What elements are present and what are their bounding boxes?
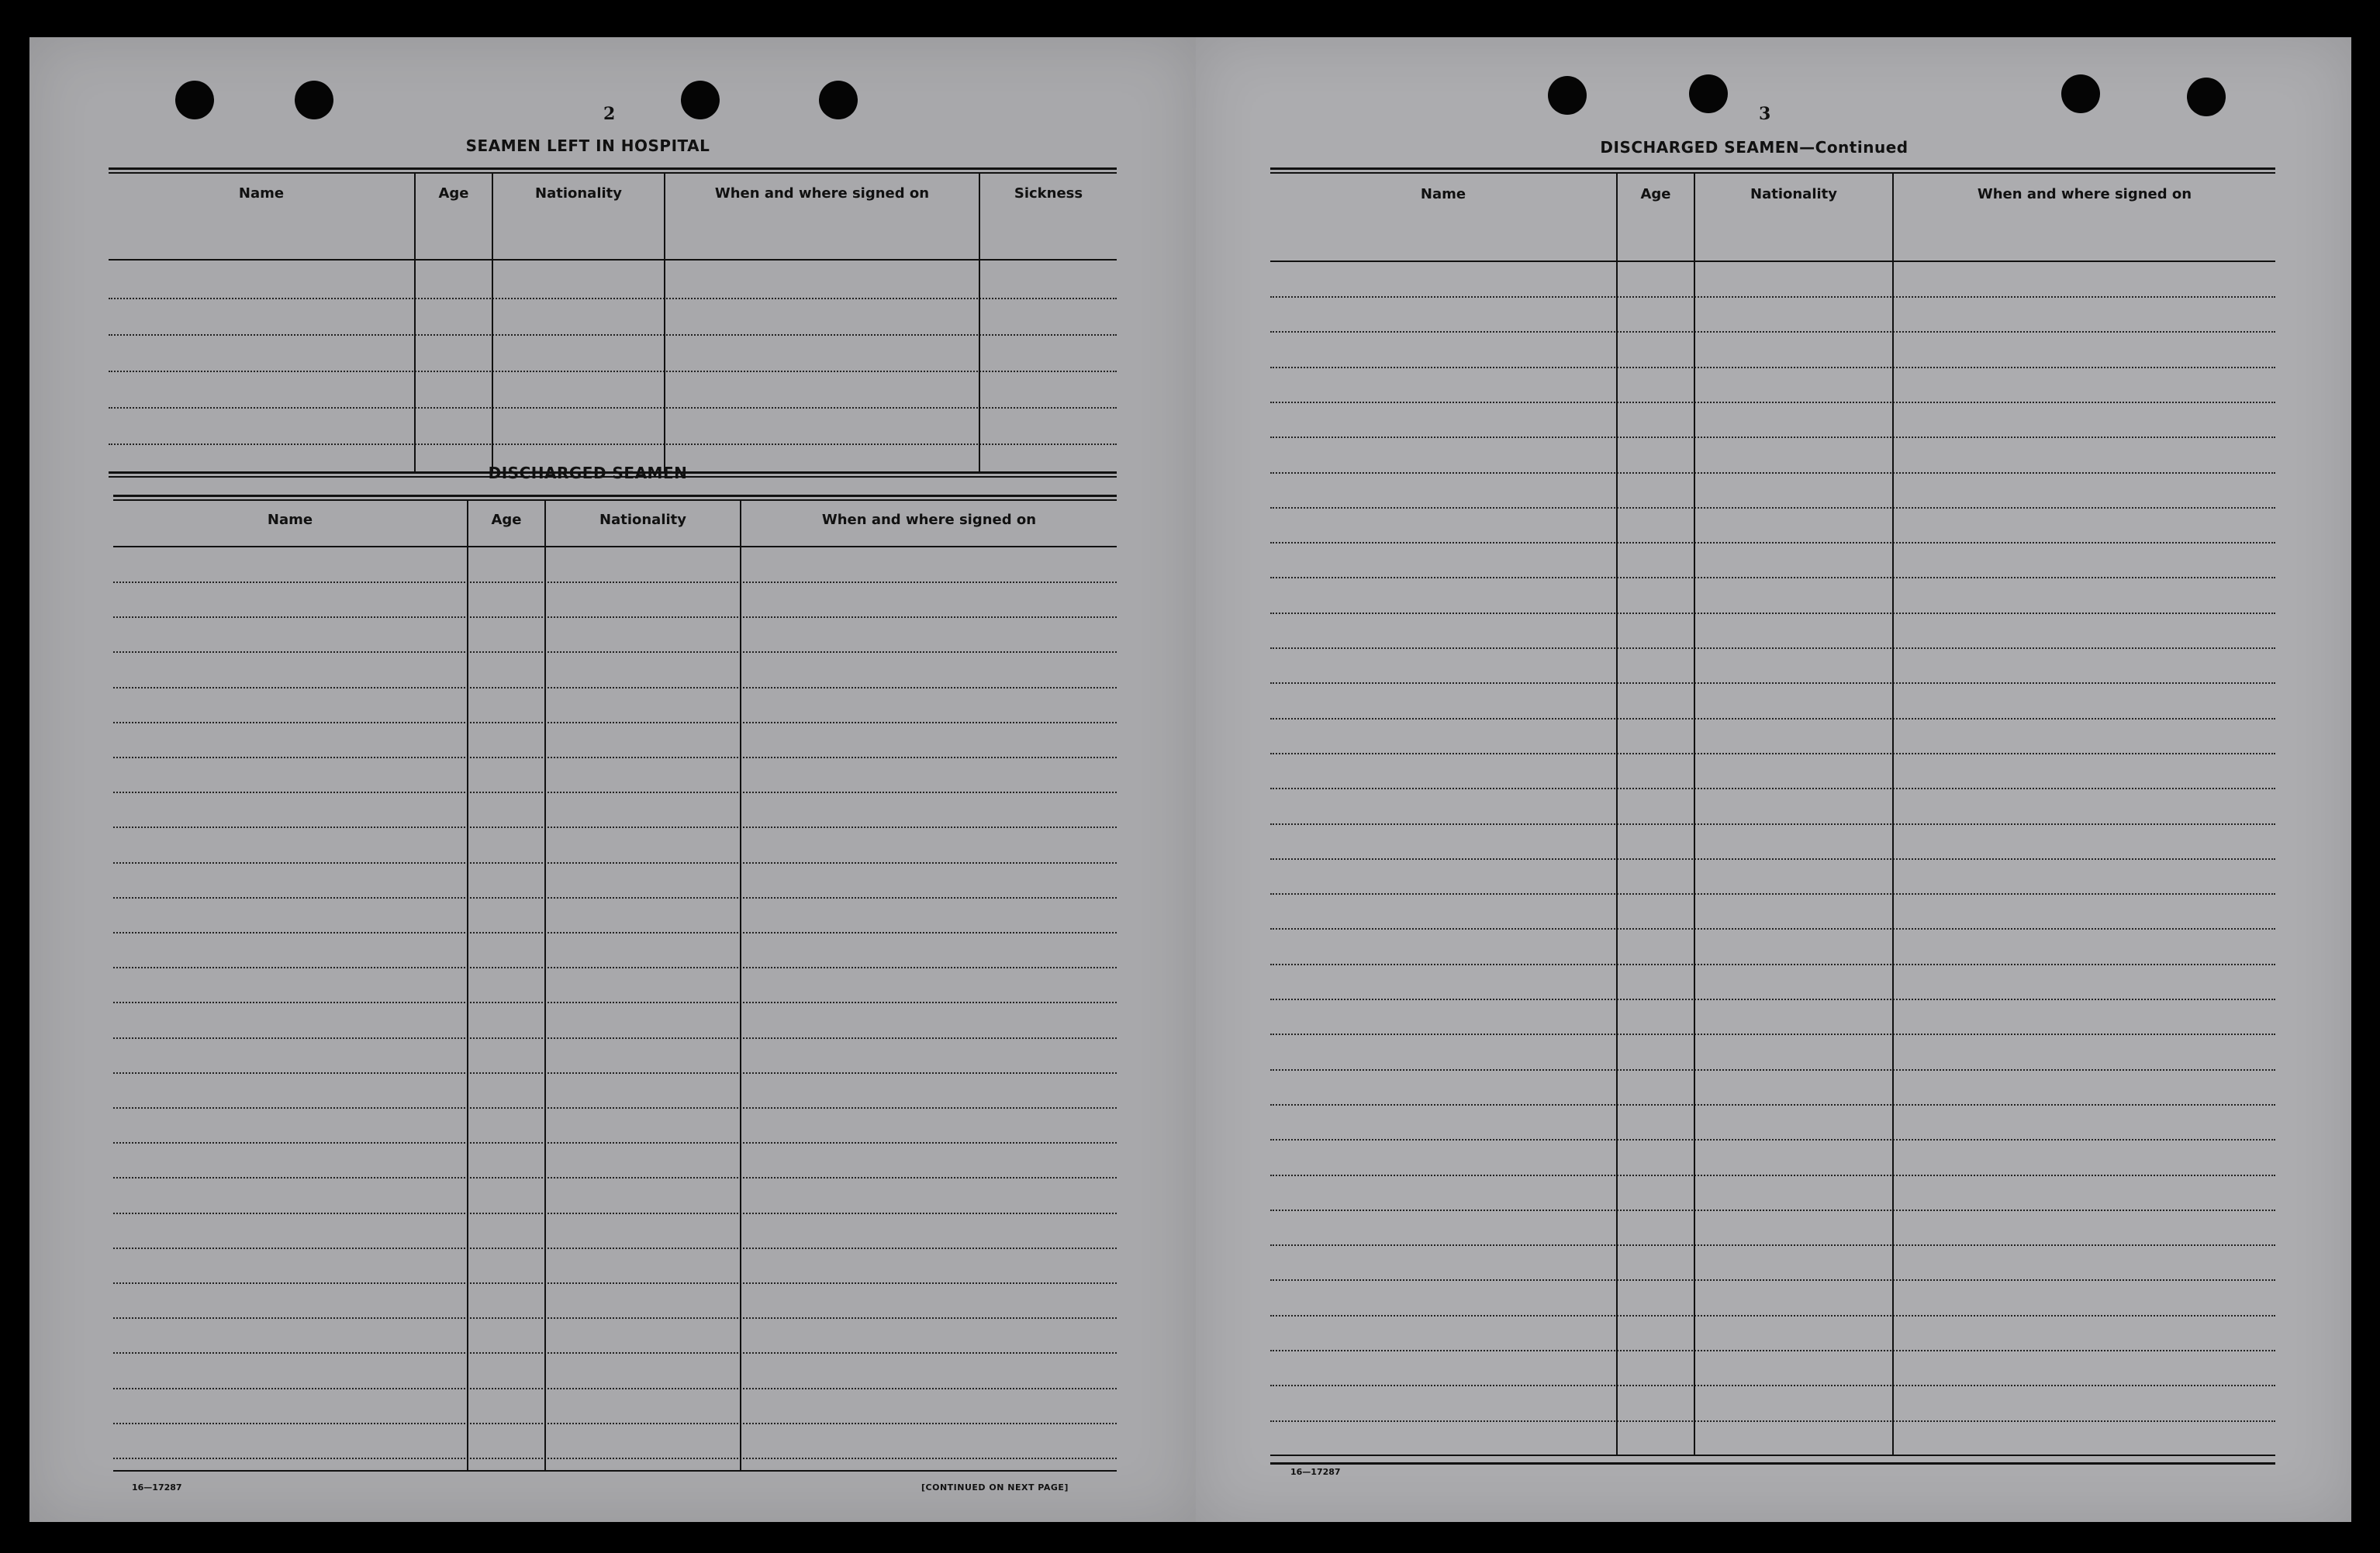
form-row-line <box>1270 928 2275 930</box>
column-header-age: Age <box>1640 186 1671 202</box>
form-row-line <box>113 1248 1117 1249</box>
form-row-line <box>1270 507 2275 509</box>
form-row-line <box>113 932 1117 934</box>
form-row-line <box>113 792 1117 793</box>
form-row-line <box>113 1352 1117 1354</box>
binder-hole <box>2187 78 2226 116</box>
form-row-line <box>1270 893 2275 895</box>
form-row-line <box>113 1388 1117 1389</box>
discharged-table <box>113 495 1117 1476</box>
form-row-line <box>1270 753 2275 754</box>
column-header-nationality: Nationality <box>535 185 622 202</box>
column-header-signed-on: When and where signed on <box>1977 186 2192 202</box>
column-header-signed-on: When and where signed on <box>821 512 1037 528</box>
form-row-line <box>113 827 1117 828</box>
form-row-line <box>113 967 1117 968</box>
form-row-line <box>1270 1350 2275 1351</box>
binder-hole <box>1689 74 1728 113</box>
form-row-line <box>113 582 1117 583</box>
form-row-line <box>113 1002 1117 1003</box>
form-row-line <box>1270 367 2275 368</box>
column-header-nationality: Nationality <box>599 512 686 528</box>
form-row-line <box>113 1072 1117 1074</box>
form-row-line <box>113 1317 1117 1319</box>
form-row-line <box>113 1213 1117 1214</box>
form-row-line <box>1270 718 2275 720</box>
form-row-line <box>1270 1069 2275 1071</box>
form-row-line <box>1270 437 2275 438</box>
form-row-line <box>1270 1034 2275 1035</box>
column-header-name: Name <box>238 185 285 202</box>
form-row-line <box>1270 823 2275 825</box>
form-row-line <box>1270 647 2275 649</box>
form-row-line <box>1270 682 2275 684</box>
form-row-line <box>1270 1279 2275 1281</box>
form-row-line <box>113 1142 1117 1144</box>
form-row-line <box>113 757 1117 758</box>
form-row-line <box>1270 1385 2275 1386</box>
form-row-line <box>1270 472 2275 474</box>
form-row-line <box>1270 296 2275 298</box>
column-header-age: Age <box>438 185 469 202</box>
form-row-line <box>1270 1244 2275 1246</box>
form-row-line <box>1270 788 2275 789</box>
form-row-line <box>113 651 1117 653</box>
form-row-line <box>113 1037 1117 1039</box>
form-row-line <box>113 722 1117 723</box>
discharged-continued-title: DISCHARGED SEAMEN—Continued <box>1600 138 1908 157</box>
binder-hole <box>2061 74 2100 113</box>
discharged-continued-table <box>1270 167 2275 1455</box>
form-row-line <box>113 862 1117 864</box>
form-row-line <box>1270 331 2275 333</box>
form-row-line <box>113 687 1117 688</box>
hospital-table <box>109 167 1117 478</box>
column-header-nationality: Nationality <box>1750 186 1837 202</box>
form-row-line <box>1270 542 2275 544</box>
form-code: 16—17287 <box>132 1482 182 1493</box>
form-row-line <box>1270 402 2275 403</box>
form-row-line <box>1270 1139 2275 1141</box>
column-header-sickness: Sickness <box>1014 185 1083 202</box>
binder-hole <box>681 81 720 119</box>
left-page <box>29 37 1196 1522</box>
column-header-signed-on: When and where signed on <box>714 185 930 202</box>
binder-hole <box>819 81 858 119</box>
form-row-line <box>1270 858 2275 860</box>
page-number: 2 <box>603 104 616 124</box>
page-number: 3 <box>1759 104 1771 124</box>
form-row-line <box>113 1458 1117 1459</box>
form-row-line <box>113 1177 1117 1179</box>
column-header-age: Age <box>491 512 522 528</box>
form-row-line <box>113 616 1117 618</box>
form-row-line <box>113 1282 1117 1284</box>
form-row-line <box>113 897 1117 899</box>
column-header-name: Name <box>1420 186 1466 202</box>
form-row-line <box>1270 964 2275 965</box>
form-row-line <box>1270 999 2275 1000</box>
form-row-line <box>1270 613 2275 614</box>
continued-note: [CONTINUED ON NEXT PAGE] <box>921 1482 1069 1493</box>
column-header-name: Name <box>267 512 313 528</box>
form-row-line <box>113 1423 1117 1424</box>
hospital-section-title: SEAMEN LEFT IN HOSPITAL <box>465 136 710 155</box>
discharged-section-title: DISCHARGED SEAMEN <box>488 464 688 482</box>
binder-hole <box>175 81 214 119</box>
form-row-line <box>1270 1315 2275 1317</box>
form-row-line <box>1270 1420 2275 1422</box>
binder-hole <box>295 81 333 119</box>
form-code: 16—17287 <box>1290 1467 1341 1477</box>
form-row-line <box>1270 1175 2275 1176</box>
binder-hole <box>1548 76 1587 115</box>
form-row-line <box>113 1107 1117 1109</box>
form-row-line <box>1270 1104 2275 1106</box>
right-page <box>1196 37 2351 1522</box>
form-row-line <box>1270 1210 2275 1211</box>
form-row-line <box>1270 577 2275 578</box>
